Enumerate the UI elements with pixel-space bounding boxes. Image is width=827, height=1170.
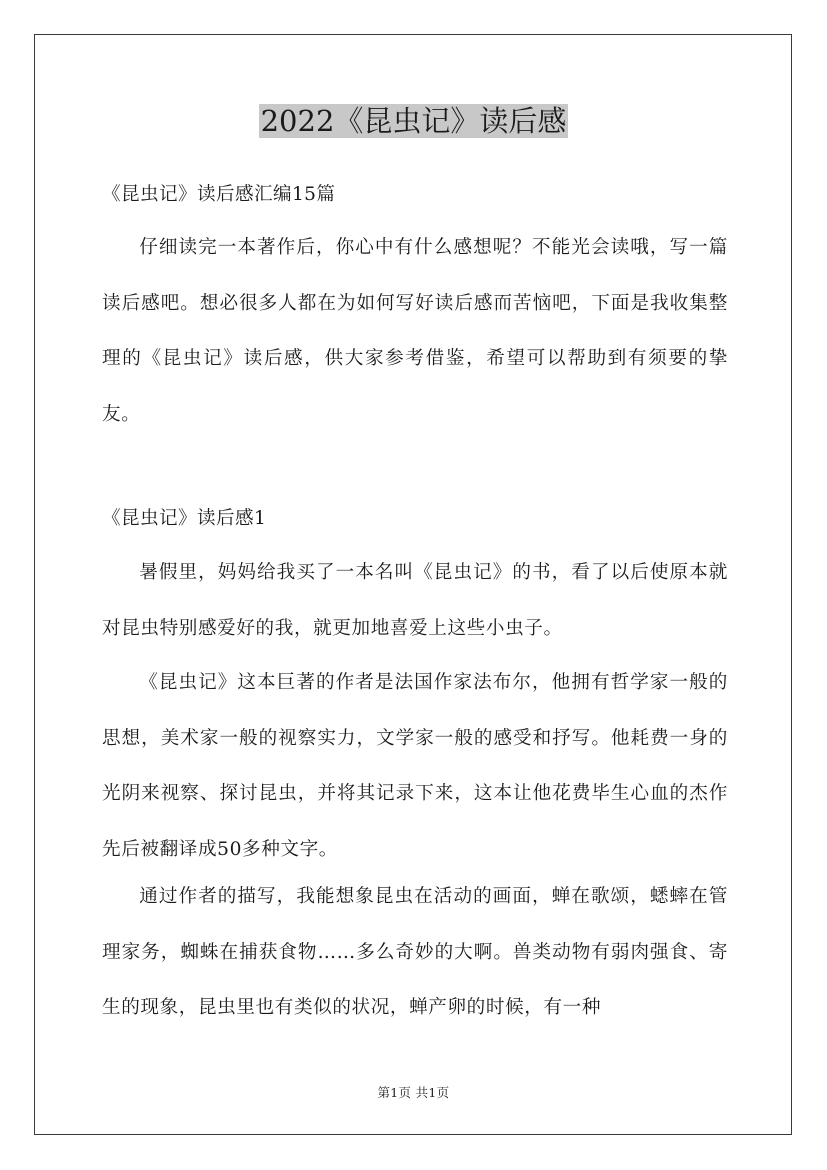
intro-paragraph: 仔细读完一本著作后，你心中有什么感想呢？不能光会读哦，写一篇读后感吧。想必很多人都在为如何写好读后感而苦恼吧，下面是我收集整理的《昆虫记》读后感，供大家参考借鉴，希望可以帮助到有须要的挚友。 — [102, 237, 728, 425]
section-heading: 《昆虫记》读后感1 — [102, 508, 267, 529]
document-subtitle: 《昆虫记》读后感汇编15篇 — [102, 184, 336, 205]
body-paragraph-1: 暑假里，妈妈给我买了一本名叫《昆虫记》的书，看了以后使原本就对昆虫特别感爱好的我，就更加地喜爱上这些小虫子。 — [102, 562, 728, 639]
body-paragraph-3: 通过作者的描写，我能想象昆虫在活动的画面，蝉在歌颂，蟋蟀在管理家务，蜘蛛在捕获食物……多么奇妙的大啊。兽类动物有弱肉强食、寄生的现象，昆虫里也有类似的状况，蝉产卵的时候，有一种 — [102, 886, 728, 1018]
document-title — [0, 100, 827, 142]
page-footer: 第1页 共1页 — [377, 1085, 450, 1100]
title-text: 2022《昆虫记》读后感 — [260, 104, 567, 138]
body-paragraph-2: 《昆虫记》这本巨著的作者是法国作家法布尔，他拥有哲学家一般的思想，美术家一般的视察实力，文学家一般的感受和抒写。他耗费一身的光阴来视察、探讨昆虫，并将其记录下来，这本让他花费毕生心血的杰作先后被翻译成50多种文字。 — [102, 672, 728, 860]
